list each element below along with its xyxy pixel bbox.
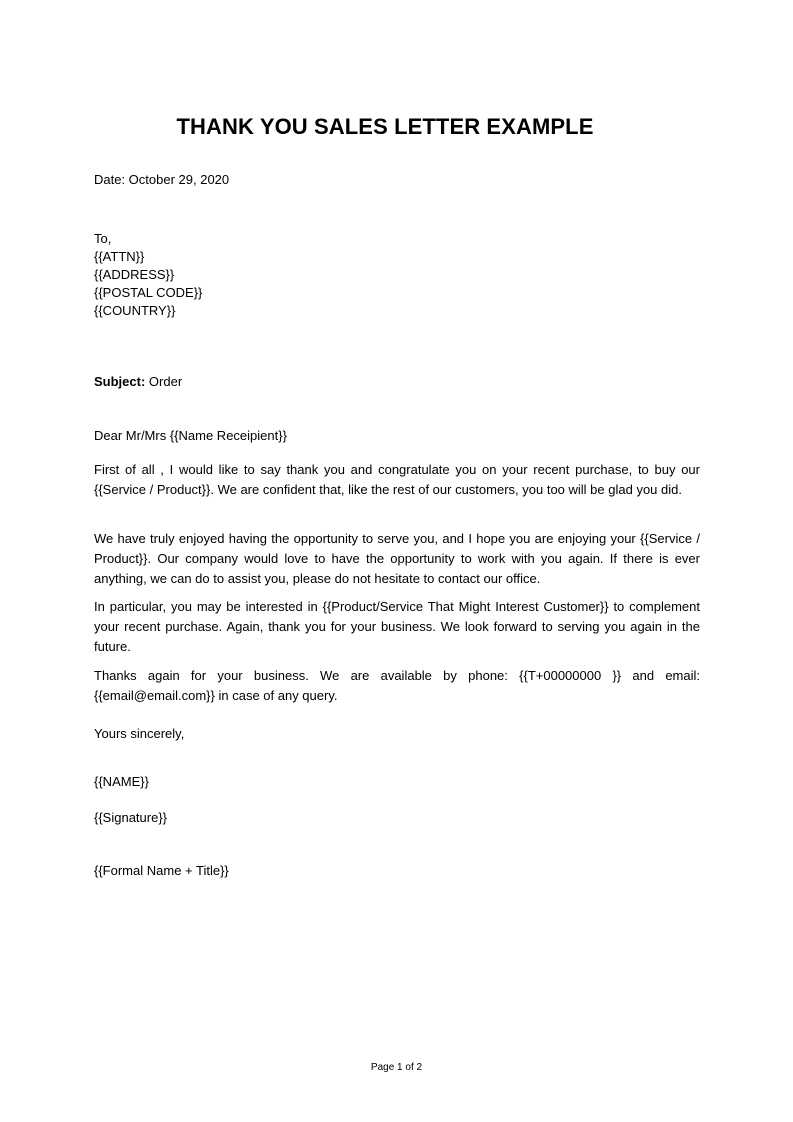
sender-name: {{NAME}}	[94, 774, 149, 789]
body-paragraph-2: We have truly enjoyed having the opportunity to serve you, and I hope you are enjoying your {{Service / Product}}. Our company would love to have the opportunity to work with you again. If there is ever anything, we can do to assist you, please do not hesitate to contact our office.	[94, 531, 700, 586]
subject-value: Order	[148, 374, 183, 389]
recipient-attn: {{ATTN}}	[94, 249, 145, 264]
document-title: THANK YOU SALES LETTER EXAMPLE	[176, 114, 594, 139]
subject-label: Subject:	[94, 374, 146, 389]
signature-placeholder: {{Signature}}	[94, 810, 168, 825]
body-paragraph-3: In particular, you may be interested in {{Product/Service That Might Interest Customer}} to complement your recent purchase. Again, thank you for your business. We look forward to serving you again in the future.	[94, 599, 700, 654]
body-paragraph-1: First of all , I would like to say thank you and congratulate you on your recent purchase, to buy our {{Service / Product}}. We are confident that, like the rest of our customers, you too will be glad you did.	[94, 462, 700, 497]
closing: Yours sincerely,	[94, 726, 185, 741]
recipient-postal-code: {{POSTAL CODE}}	[94, 285, 203, 300]
body-paragraph-4: Thanks again for your business. We are available by phone: {{T+00000000 }} and email: {{email@email.com}} in case of any query.	[94, 668, 700, 703]
formal-name-title: {{Formal Name + Title}}	[94, 863, 229, 878]
page-number: Page 1 of 2	[370, 1062, 423, 1073]
salutation: Dear Mr/Mrs {{Name Receipient}}	[94, 428, 287, 443]
subject-line	[94, 373, 182, 391]
recipient-to: To,	[94, 231, 112, 246]
date-line: Date: October 29, 2020	[94, 172, 230, 187]
recipient-address: {{ADDRESS}}	[94, 267, 175, 282]
recipient-country: {{COUNTRY}}	[94, 303, 176, 318]
